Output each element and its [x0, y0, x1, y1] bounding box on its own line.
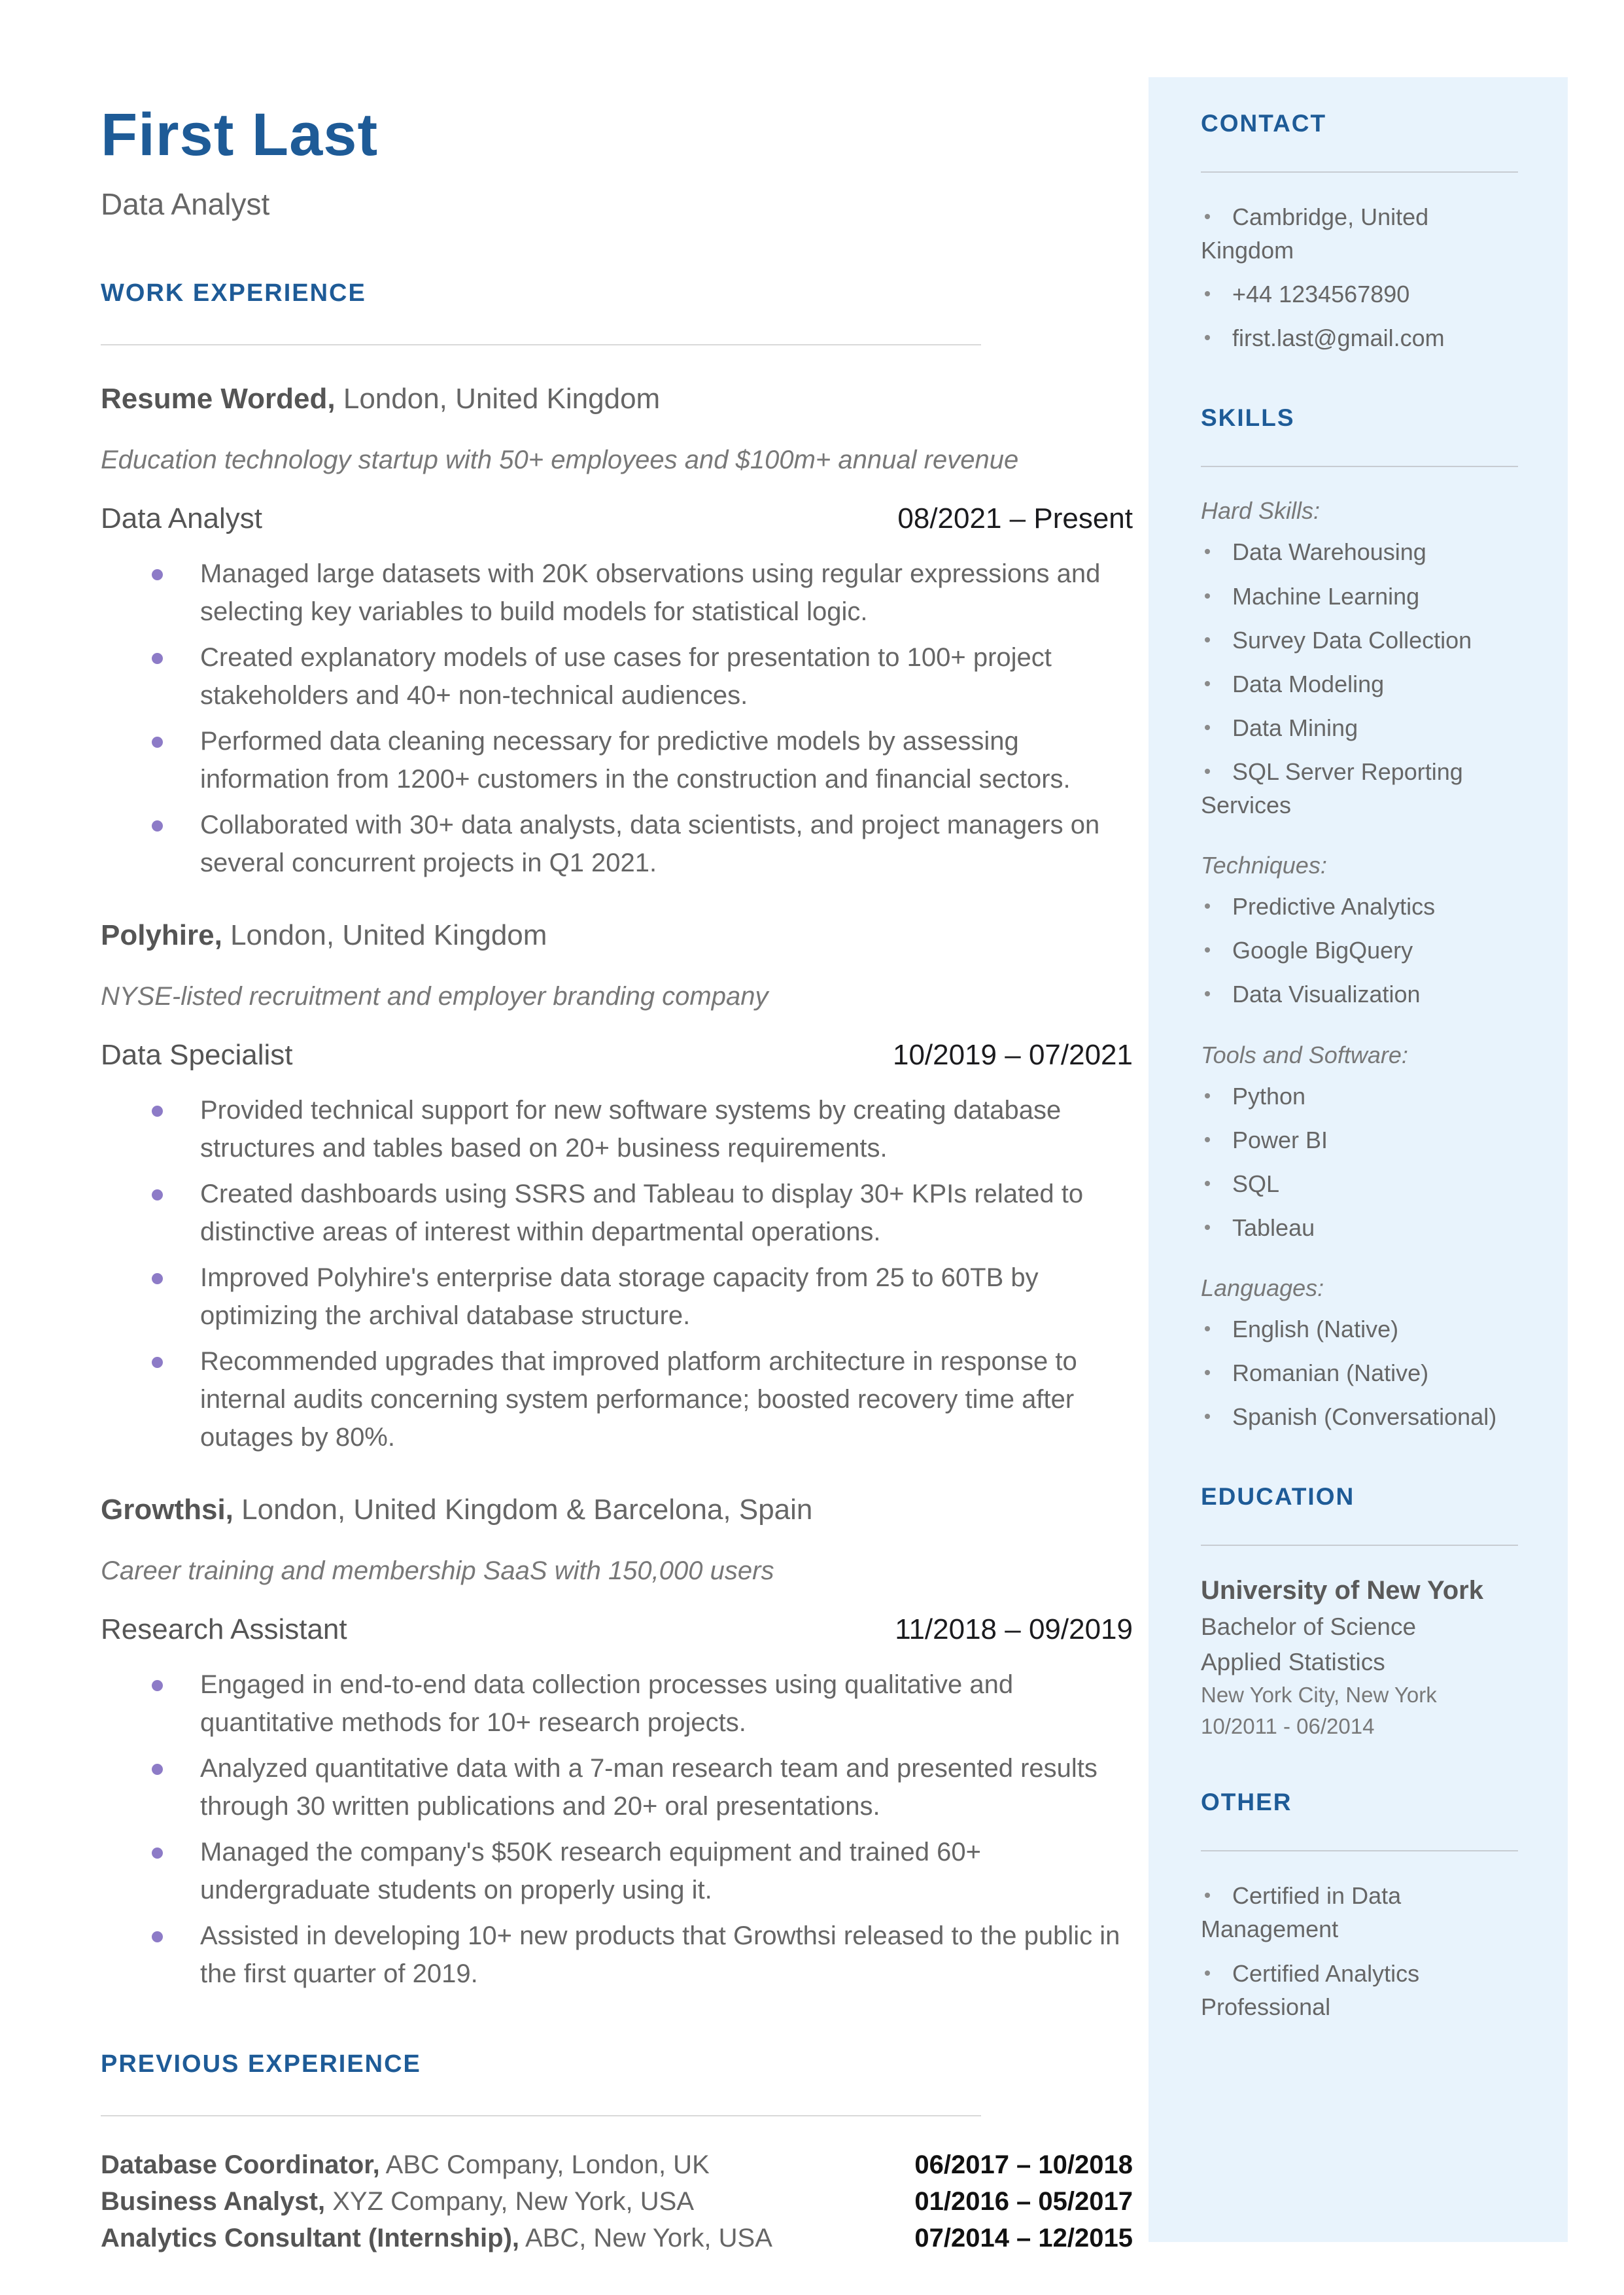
skill-item: SQL — [1201, 1167, 1518, 1200]
skills-group-label-hard-skills: Hard Skills: — [1201, 497, 1321, 525]
other-list — [1201, 1879, 1518, 2023]
company-line — [101, 381, 1133, 417]
skill-item: English (Native) — [1201, 1312, 1518, 1346]
previous-role-title: Database Coordinator, — [101, 2150, 380, 2179]
skill-item: Machine Learning — [1201, 580, 1518, 613]
skill-item: Survey Data Collection — [1201, 623, 1518, 657]
company-line — [101, 1492, 1133, 1528]
job-bullet: Managed the company's $50K research equipment and trained 60+ undergraduate students on properly using it. — [101, 1833, 1133, 1909]
skill-item: Data Mining — [1201, 711, 1518, 745]
company-summary: Education technology startup with 50+ employees and $100m+ annual revenue — [101, 445, 1019, 474]
skills-group-label-languages: Languages: — [1201, 1274, 1324, 1301]
divider — [1201, 466, 1518, 467]
previous-role-line — [101, 2146, 710, 2183]
company-name: Resume Worded, — [101, 382, 336, 415]
skill-item: Predictive Analytics — [1201, 890, 1518, 923]
company-name: Growthsi, — [101, 1493, 233, 1526]
role-row — [101, 502, 1133, 535]
divider — [1201, 1850, 1518, 1851]
previous-experience-row — [101, 2220, 1133, 2256]
skill-item: SQL Server Reporting Services — [1201, 755, 1518, 822]
job-bullet-list — [101, 555, 1133, 882]
company-name: Polyhire, — [101, 919, 222, 951]
skill-item: Data Modeling — [1201, 667, 1518, 701]
contact-list — [1201, 200, 1518, 355]
job-polyhire — [101, 917, 1133, 1456]
previous-role-org: ABC, New York, USA — [525, 2223, 772, 2252]
work-experience-heading: WORK EXPERIENCE — [101, 279, 366, 307]
skills-group-list — [1201, 1312, 1518, 1433]
role-title: Research Assistant — [101, 1613, 347, 1645]
certification-item: Certified Analytics Professional — [1201, 1957, 1518, 2023]
divider — [101, 2115, 981, 2116]
job-bullet: Analyzed quantitative data with a 7-man research team and presented results through 30 written publications and 20+ oral presentations. — [101, 1749, 1133, 1825]
job-growthsi — [101, 1492, 1133, 1993]
skills-group-list — [1201, 535, 1518, 822]
company-location: London, United Kingdom — [343, 382, 661, 415]
company-summary: NYSE-listed recruitment and employer branding company — [101, 981, 769, 1011]
job-bullet: Recommended upgrades that improved platform architecture in response to internal audits concerning system performance; boosted recovery time after outages by 80%. — [101, 1342, 1133, 1456]
education-location: New York City, New York — [1201, 1683, 1437, 1708]
previous-role-title: Analytics Consultant (Internship), — [101, 2223, 520, 2252]
role-row — [101, 1613, 1133, 1646]
role-dates: 08/2021 – Present — [897, 502, 1133, 534]
job-bullet: Assisted in developing 10+ new products that Growthsi released to the public in the first quarter of 2019. — [101, 1917, 1133, 1993]
company-line — [101, 917, 1133, 953]
skills-group-label-tools: Tools and Software: — [1201, 1041, 1408, 1068]
job-bullet: Performed data cleaning necessary for predictive models by assessing information from 1200+ customers in the construction and financial sectors. — [101, 722, 1133, 798]
sidebar — [1149, 77, 1568, 2242]
previous-role-line — [101, 2183, 694, 2220]
job-bullet: Created dashboards using SSRS and Tableau to display 30+ KPIs related to distinctive areas of interest within departmental operations. — [101, 1175, 1133, 1251]
previous-role-dates: 01/2016 – 05/2017 — [914, 2186, 1133, 2216]
education-dates: 10/2011 - 06/2014 — [1201, 1714, 1375, 1739]
previous-experience-heading: PREVIOUS EXPERIENCE — [101, 2050, 421, 2078]
skills-group-list — [1201, 1079, 1518, 1244]
skill-item: Data Visualization — [1201, 977, 1518, 1011]
skill-item: Romanian (Native) — [1201, 1356, 1518, 1390]
skill-item: Power BI — [1201, 1123, 1518, 1157]
job-bullet: Managed large datasets with 20K observations using regular expressions and selecting key variables to build models for statistical logic. — [101, 555, 1133, 631]
job-resume-worded — [101, 381, 1133, 882]
other-heading: OTHER — [1201, 1789, 1292, 1816]
skill-item: Spanish (Conversational) — [1201, 1400, 1518, 1433]
previous-experience-row — [101, 2183, 1133, 2220]
previous-role-dates: 07/2014 – 12/2015 — [914, 2223, 1133, 2252]
contact-heading: CONTACT — [1201, 110, 1327, 137]
company-location: London, United Kingdom — [230, 919, 547, 951]
education-major: Applied Statistics — [1201, 1649, 1385, 1676]
job-bullet: Collaborated with 30+ data analysts, data scientists, and project managers on several concurrent projects in Q1 2021. — [101, 806, 1133, 882]
divider — [101, 344, 981, 345]
education-school: University of New York — [1201, 1576, 1483, 1605]
company-summary: Career training and membership SaaS with 150,000 users — [101, 1556, 774, 1585]
skill-item: Python — [1201, 1079, 1518, 1113]
previous-role-org: XYZ Company, New York, USA — [332, 2186, 695, 2216]
skill-item: Google BigQuery — [1201, 934, 1518, 967]
job-bullet: Improved Polyhire's enterprise data storage capacity from 25 to 60TB by optimizing the archival database structure. — [101, 1259, 1133, 1335]
role-dates: 10/2019 – 07/2021 — [892, 1038, 1133, 1071]
skill-item: Tableau — [1201, 1211, 1518, 1244]
job-bullet-list — [101, 1666, 1133, 1993]
role-dates: 11/2018 – 09/2019 — [895, 1613, 1133, 1645]
main-column — [101, 0, 1133, 2256]
role-title: Data Analyst — [101, 502, 263, 534]
company-location: London, United Kingdom & Barcelona, Spain — [241, 1493, 813, 1526]
previous-role-line — [101, 2220, 772, 2256]
divider — [1201, 171, 1518, 173]
certification-item: Certified in Data Management — [1201, 1879, 1518, 1946]
previous-experience-row — [101, 2146, 1133, 2183]
job-bullet: Provided technical support for new software systems by creating database structures and tables based on 20+ business requirements. — [101, 1091, 1133, 1167]
contact-email: first.last@gmail.com — [1201, 321, 1518, 355]
job-bullet-list — [101, 1091, 1133, 1456]
person-name: First Last — [101, 101, 379, 168]
previous-role-dates: 06/2017 – 10/2018 — [914, 2150, 1133, 2179]
education-heading: EDUCATION — [1201, 1483, 1355, 1511]
skills-group-list — [1201, 890, 1518, 1011]
education-degree: Bachelor of Science — [1201, 1613, 1417, 1641]
contact-phone: +44 1234567890 — [1201, 277, 1518, 311]
divider — [1201, 1545, 1518, 1546]
role-row — [101, 1039, 1133, 1072]
previous-experience-list — [101, 2146, 1133, 2256]
skills-group-label-techniques: Techniques: — [1201, 852, 1327, 879]
contact-location: Cambridge, United Kingdom — [1201, 200, 1518, 267]
role-title: Data Specialist — [101, 1038, 293, 1071]
previous-role-title: Business Analyst, — [101, 2186, 326, 2216]
person-job-title: Data Analyst — [101, 186, 270, 221]
job-bullet: Engaged in end-to-end data collection processes using qualitative and quantitative methods for 10+ research projects. — [101, 1666, 1133, 1742]
skill-item: Data Warehousing — [1201, 535, 1518, 569]
previous-role-org: ABC Company, London, UK — [385, 2150, 710, 2179]
skills-heading: SKILLS — [1201, 404, 1295, 432]
job-bullet: Created explanatory models of use cases for presentation to 100+ project stakeholders and 40+ non-technical audiences. — [101, 639, 1133, 714]
